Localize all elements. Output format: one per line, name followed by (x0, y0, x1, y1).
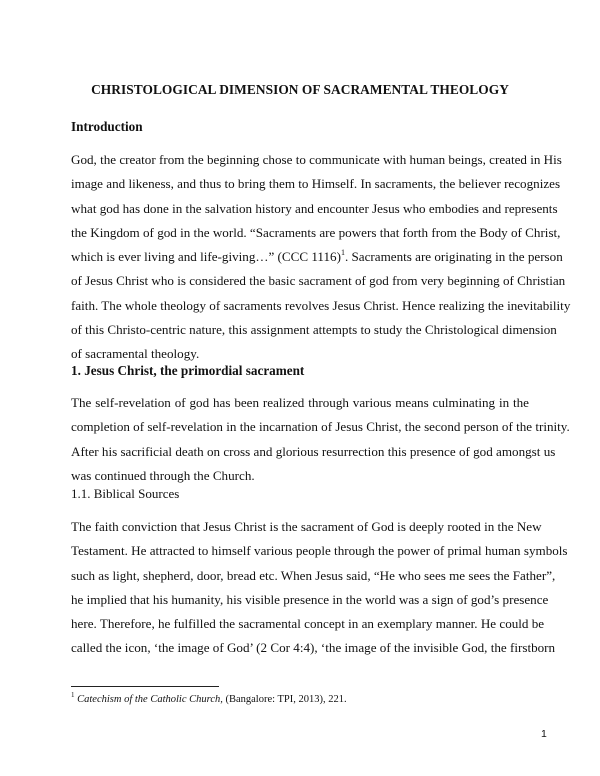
paragraph-line: completion of self-revelation in the incarnation of Jesus Christ, the second person of the trinity. (71, 419, 570, 435)
paragraph-line: of sacramental theology. (71, 346, 200, 362)
paragraph-line: The faith conviction that Jesus Christ is the sacrament of God is deeply rooted in the New (71, 519, 542, 534)
paragraph-line: called the icon, ‘the image of God’ (2 Cor 4:4), ‘the image of the invisible God, the firstborn (71, 640, 556, 656)
paragraph-line: Testament. He attracted to himself various people through the power of primal human symbols (71, 543, 568, 559)
section-1-1-paragraph (71, 515, 568, 661)
paragraph-line: The self-revelation of god has been realized through various means culminating in the (71, 395, 529, 410)
paragraph-line-with-footnote (71, 245, 563, 269)
paragraph-line: the Kingdom of god in the world. “Sacraments are powers that forth from the Body of Christ, (71, 224, 561, 240)
footnote-title: Catechism of the Catholic Church, (77, 694, 223, 705)
paragraph-line: such as light, shepherd, door, bread etc. When Jesus said, “He who sees me sees the Father”, (71, 567, 556, 583)
section-1-paragraph (71, 391, 570, 488)
document-title: CHRISTOLOGICAL DIMENSION OF SACRAMENTAL THEOLOGY (91, 82, 509, 97)
footnote (71, 690, 347, 705)
paragraph-text: which is ever living and life-giving…” (CCC 1116) (71, 249, 341, 265)
footnote-reference[interactable]: 1 (340, 247, 345, 257)
paragraph-line: was continued through the Church. (71, 467, 255, 483)
paragraph-line: faith. The whole theology of sacraments revolves Jesus Christ. Hence realizing the inevitability (71, 297, 571, 313)
paragraph-line: of Jesus Christ who is considered the basic sacrament of god from very beginning of Christian (71, 273, 566, 289)
section-1-heading: 1. Jesus Christ, the primordial sacrament (71, 363, 305, 378)
paragraph-line: image and likeness, and thus to bring them to Himself. In sacraments, the believer recognizes (71, 176, 561, 192)
footnote-citation: (Bangalore: TPI, 2013), 221. (222, 694, 347, 705)
paragraph-line: of this Christo-centric nature, this assignment attempts to study the Christological dimension (71, 322, 557, 338)
page-number: 1 (541, 728, 547, 740)
paragraph-line: here. Therefore, he fulfilled the sacramental concept in an exemplary manner. He could be (71, 616, 545, 632)
paragraph-line: he implied that his humanity, his visible presence in the world was a sign of god’s presence (71, 591, 549, 607)
footnote-marker: 1 (71, 690, 75, 699)
paragraph-text: . Sacraments are originating in the person (344, 249, 563, 265)
introduction-paragraph (71, 148, 571, 367)
footnote-divider (71, 686, 219, 687)
section-1-1-heading: 1.1. Biblical Sources (71, 486, 180, 501)
paragraph-line: what god has done in the salvation history and encounter Jesus who embodies and represents (71, 200, 558, 216)
introduction-heading: Introduction (71, 119, 143, 134)
paragraph-line: God, the creator from the beginning chose to communicate with human beings, created in His (71, 152, 562, 167)
paragraph-line: After his sacrificial death on cross and glorious resurrection this presence of god amongst us (71, 443, 556, 459)
